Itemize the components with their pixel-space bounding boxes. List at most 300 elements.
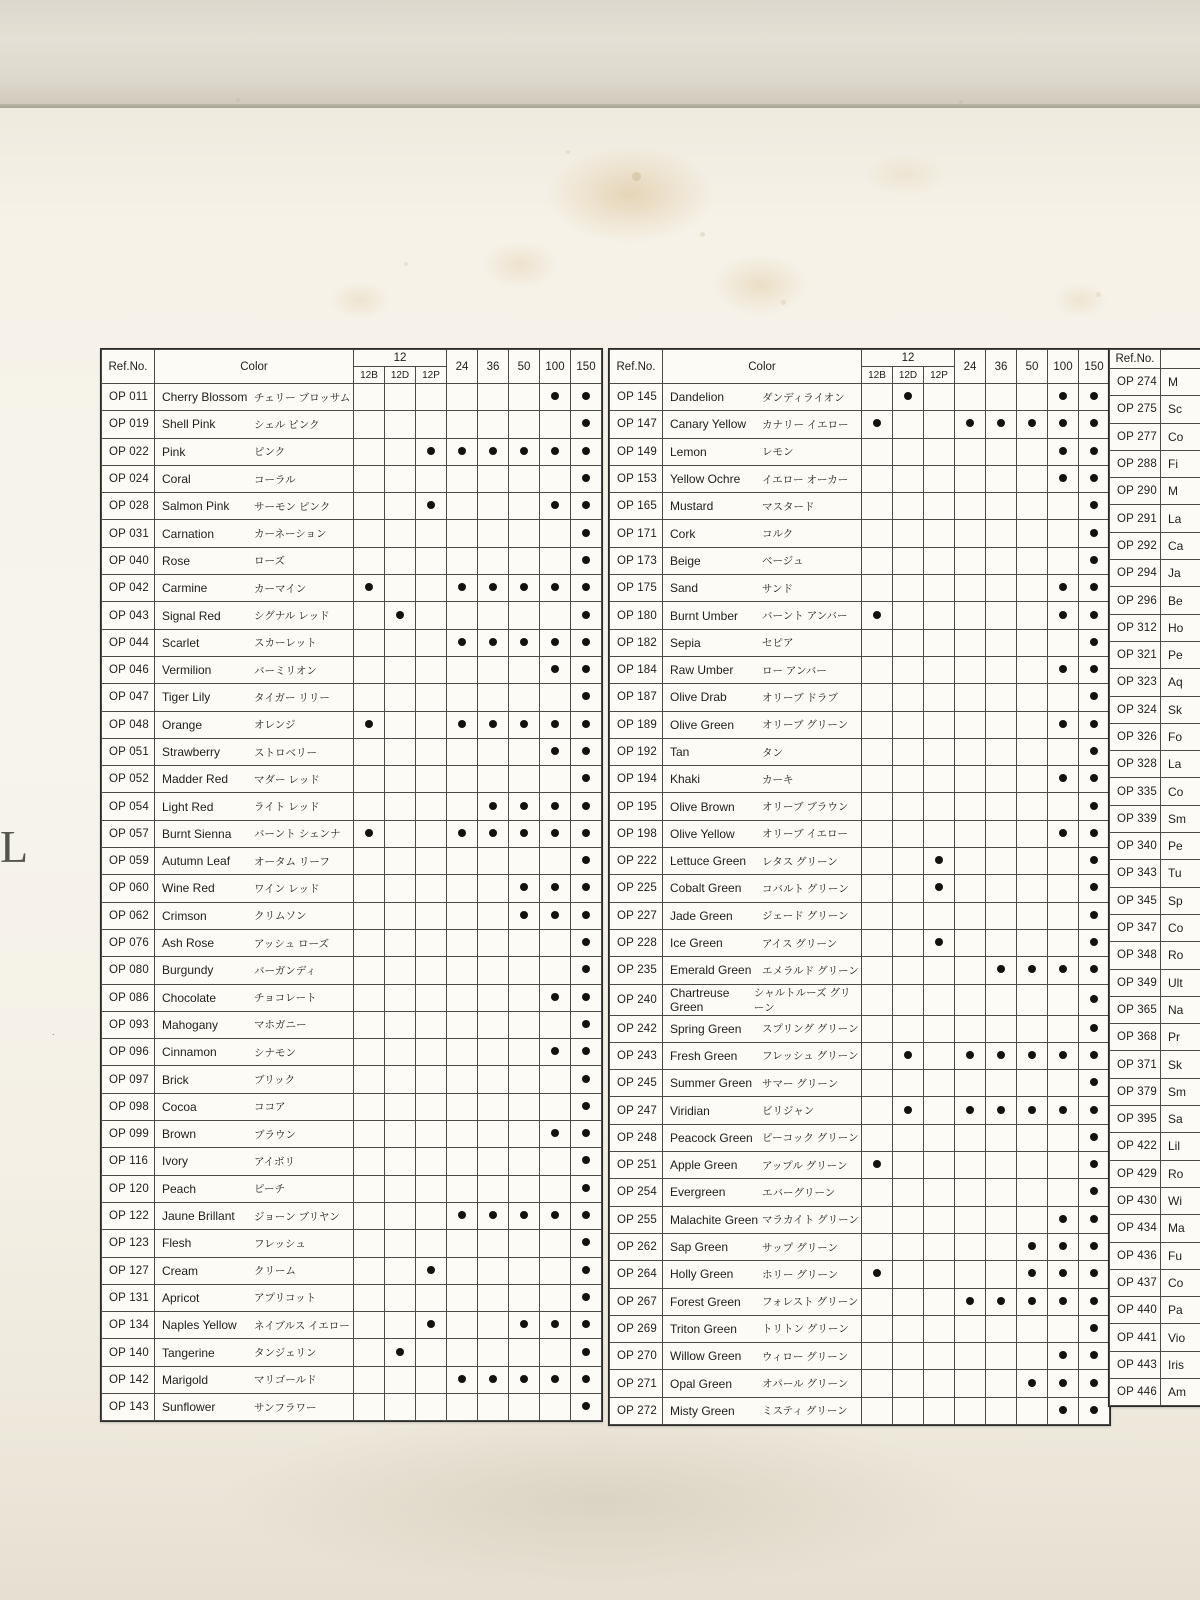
color-name-en: Signal Red (162, 608, 221, 623)
cell-availability-12B (354, 984, 385, 1011)
color-name-en: Ice Green (670, 936, 723, 951)
cell-availability-12D (385, 875, 416, 902)
column-header-group-12: 12 (862, 350, 955, 367)
cell-availability-36 (986, 602, 1017, 629)
cell-availability-24 (955, 1261, 986, 1288)
cell-availability-12B (354, 1312, 385, 1339)
cell-ref-no: OP 270 (610, 1343, 663, 1370)
availability-dot-icon (551, 501, 559, 509)
cell-availability-150 (1079, 547, 1110, 574)
cell-availability-12D (893, 656, 924, 683)
cell-ref-no: OP 059 (102, 848, 155, 875)
cell-availability-12B (354, 1148, 385, 1175)
table-row (610, 793, 1110, 820)
cell-availability-100 (540, 848, 571, 875)
cell-color-name (155, 738, 354, 765)
cell-availability-12B (862, 656, 893, 683)
cell-availability-12B (354, 575, 385, 602)
cell-ref-no: OP 245 (610, 1070, 663, 1097)
cell-availability-12D (893, 684, 924, 711)
cell-availability-150 (1079, 629, 1110, 656)
cell-availability-24 (447, 766, 478, 793)
availability-dot-icon (582, 474, 590, 482)
color-table-2 (609, 349, 1110, 1425)
cell-availability-100 (540, 820, 571, 847)
cell-availability-12P (924, 1097, 955, 1124)
color-name-jp: ロー アンバー (762, 664, 827, 677)
color-name-jp: コバルト グリーン (762, 882, 849, 895)
cell-color-name (155, 520, 354, 547)
cell-availability-36 (478, 1257, 509, 1284)
cell-color-name (155, 629, 354, 656)
column-header-color (1161, 350, 1200, 369)
table-row (610, 602, 1110, 629)
cell-availability-100 (1048, 1397, 1079, 1424)
cell-availability-12D (893, 1370, 924, 1397)
cell-availability-12D (385, 1339, 416, 1366)
table-row (1110, 669, 1200, 696)
cell-availability-50 (1017, 684, 1048, 711)
cell-availability-36 (478, 1093, 509, 1120)
availability-dot-icon (427, 447, 435, 455)
color-name-en: Cobalt Green (670, 881, 742, 896)
availability-dot-icon (1059, 474, 1067, 482)
cell-color-name (1161, 914, 1200, 941)
cell-availability-12D (385, 738, 416, 765)
availability-dot-icon (904, 392, 912, 400)
cell-ref-no: OP 120 (102, 1175, 155, 1202)
cell-availability-12P (924, 957, 955, 984)
cell-availability-24 (447, 1148, 478, 1175)
color-name-en: Rose (162, 553, 191, 568)
table-row (102, 902, 602, 929)
cell-color-name (663, 820, 862, 847)
table-row (1110, 1133, 1200, 1160)
cell-availability-36 (478, 875, 509, 902)
cell-availability-12P (416, 793, 447, 820)
cell-availability-24 (955, 1315, 986, 1342)
cell-availability-12B (354, 711, 385, 738)
cell-availability-36 (986, 957, 1017, 984)
availability-dot-icon (365, 720, 373, 728)
cell-availability-150 (571, 1039, 602, 1066)
table-row (102, 766, 602, 793)
availability-dot-icon (520, 447, 528, 455)
cell-availability-100 (540, 465, 571, 492)
table-row (1110, 1078, 1200, 1105)
color-name-en: Olive Yellow (670, 826, 735, 841)
cell-availability-24 (447, 1284, 478, 1311)
cell-availability-36 (986, 1124, 1017, 1151)
cell-availability-12D (893, 629, 924, 656)
color-name-en: Misty Green (670, 1403, 735, 1418)
cell-ref-no: OP 343 (1110, 860, 1161, 887)
cell-availability-100 (540, 575, 571, 602)
column-header-size-36: 36 (986, 350, 1017, 384)
cell-availability-24 (447, 848, 478, 875)
color-name-jp: ピンク (254, 446, 286, 459)
cell-availability-24 (955, 411, 986, 438)
cell-availability-100 (1048, 1179, 1079, 1206)
color-name-en: Cherry Blossom (162, 390, 248, 405)
availability-dot-icon (551, 392, 559, 400)
availability-dot-icon (551, 802, 559, 810)
color-name-en: Vermilion (162, 663, 212, 678)
cell-availability-24 (447, 520, 478, 547)
availability-dot-icon (1090, 747, 1098, 755)
color-name-jp: スカーレット (254, 637, 317, 650)
availability-dot-icon (582, 447, 590, 455)
cell-color-name (1161, 805, 1200, 832)
table-row (102, 1312, 602, 1339)
cell-availability-12B (862, 1206, 893, 1233)
color-name-en: Sp (1168, 893, 1183, 908)
cell-availability-36 (478, 766, 509, 793)
availability-dot-icon (1059, 1242, 1067, 1250)
cell-availability-12B (354, 1121, 385, 1148)
availability-dot-icon (1090, 1051, 1098, 1059)
cell-ref-no: OP 184 (610, 656, 663, 683)
color-name-en: Chocolate (162, 990, 217, 1005)
cell-availability-12B (862, 929, 893, 956)
cell-availability-50 (1017, 629, 1048, 656)
cell-availability-24 (447, 1230, 478, 1257)
color-chart-table-3-clipped (1108, 348, 1200, 1407)
table-row (610, 384, 1110, 411)
color-name-en: Be (1168, 593, 1183, 608)
cell-availability-12P (924, 848, 955, 875)
cell-availability-36 (478, 465, 509, 492)
availability-dot-icon (582, 1184, 590, 1192)
cell-availability-100 (540, 1175, 571, 1202)
availability-dot-icon (1090, 829, 1098, 837)
cell-availability-50 (509, 957, 540, 984)
cell-color-name (663, 711, 862, 738)
cell-availability-36 (986, 820, 1017, 847)
cell-availability-12D (893, 1015, 924, 1042)
cell-availability-12B (862, 1152, 893, 1179)
stray-speck-mark: . (52, 1027, 55, 1037)
cell-availability-50 (1017, 1397, 1048, 1424)
cell-ref-no: OP 248 (610, 1124, 663, 1151)
cell-availability-36 (986, 984, 1017, 1015)
cell-availability-50 (509, 438, 540, 465)
cell-color-name (155, 1284, 354, 1311)
color-name-en: Fu (1168, 1248, 1183, 1263)
color-name-jp: オリーブ グリーン (762, 719, 849, 732)
availability-dot-icon (582, 1320, 590, 1328)
cell-availability-12B (354, 384, 385, 411)
color-table-3 (1109, 349, 1200, 1406)
availability-dot-icon (520, 638, 528, 646)
cell-availability-50 (1017, 711, 1048, 738)
availability-dot-icon (966, 419, 974, 427)
cell-availability-12D (385, 547, 416, 574)
cell-availability-12P (416, 1284, 447, 1311)
cell-color-name (663, 1288, 862, 1315)
cell-ref-no: OP 440 (1110, 1297, 1161, 1324)
availability-dot-icon (1090, 1133, 1098, 1141)
cell-availability-12P (416, 1148, 447, 1175)
cell-availability-100 (540, 384, 571, 411)
table-row (610, 629, 1110, 656)
cell-ref-no: OP 046 (102, 656, 155, 683)
cell-availability-12P (924, 1397, 955, 1424)
color-name-en: Beige (670, 553, 701, 568)
color-name-en: Peacock Green (670, 1130, 753, 1145)
cell-availability-50 (509, 1175, 540, 1202)
table-row (610, 656, 1110, 683)
table-row (1110, 1378, 1200, 1405)
cell-availability-50 (1017, 738, 1048, 765)
table-row (102, 1393, 602, 1420)
cell-availability-12D (385, 929, 416, 956)
cell-availability-150 (1079, 602, 1110, 629)
cell-availability-12D (385, 848, 416, 875)
cell-availability-100 (1048, 902, 1079, 929)
cell-availability-24 (447, 902, 478, 929)
cell-availability-36 (986, 1206, 1017, 1233)
cell-ref-no: OP 430 (1110, 1187, 1161, 1214)
color-name-jp: タイガー リリー (254, 691, 330, 704)
color-name-en: Am (1168, 1385, 1186, 1400)
cell-ref-no: OP 340 (1110, 833, 1161, 860)
cell-availability-100 (1048, 1261, 1079, 1288)
color-name-jp: アプリコット (254, 1292, 317, 1305)
cell-color-name (663, 793, 862, 820)
cell-availability-150 (571, 384, 602, 411)
cell-ref-no: OP 371 (1110, 1051, 1161, 1078)
color-name-en: Canary Yellow (670, 417, 747, 432)
cell-ref-no: OP 269 (610, 1315, 663, 1342)
cell-availability-12B (862, 711, 893, 738)
cell-ref-no: OP 292 (1110, 532, 1161, 559)
cell-availability-50 (1017, 766, 1048, 793)
cell-availability-36 (986, 1097, 1017, 1124)
cell-availability-12P (416, 684, 447, 711)
table-row (102, 1093, 602, 1120)
cell-availability-12B (862, 547, 893, 574)
availability-dot-icon (1090, 911, 1098, 919)
color-name-en: Olive Brown (670, 799, 735, 814)
table-row (610, 684, 1110, 711)
table-row (610, 465, 1110, 492)
cell-availability-12B (354, 1230, 385, 1257)
cell-availability-150 (571, 438, 602, 465)
cell-availability-36 (986, 848, 1017, 875)
cell-availability-36 (478, 957, 509, 984)
availability-dot-icon (551, 583, 559, 591)
availability-dot-icon (582, 583, 590, 591)
cell-color-name (155, 1148, 354, 1175)
color-name-en: Sm (1168, 811, 1186, 826)
cell-availability-12B (862, 1233, 893, 1260)
cell-availability-12D (893, 1206, 924, 1233)
cell-availability-12D (893, 929, 924, 956)
cell-availability-12D (385, 1011, 416, 1038)
color-name-jp: ローズ (254, 555, 285, 568)
cell-availability-12P (924, 629, 955, 656)
cell-availability-12P (924, 684, 955, 711)
availability-dot-icon (1059, 965, 1067, 973)
cell-color-name (663, 1070, 862, 1097)
color-name-jp: クリーム (254, 1265, 296, 1278)
cell-availability-12D (893, 1261, 924, 1288)
cell-availability-24 (955, 1015, 986, 1042)
cell-availability-150 (571, 793, 602, 820)
color-name-jp: ライト レッド (254, 801, 320, 814)
cell-availability-100 (1048, 656, 1079, 683)
cell-availability-150 (1079, 1152, 1110, 1179)
cell-availability-36 (478, 1121, 509, 1148)
color-name-jp: ダンディライオン (762, 391, 845, 404)
availability-dot-icon (427, 1266, 435, 1274)
cell-availability-36 (986, 656, 1017, 683)
cell-ref-no: OP 022 (102, 438, 155, 465)
cell-availability-12D (385, 766, 416, 793)
cell-availability-12D (385, 957, 416, 984)
table-row (102, 575, 602, 602)
availability-dot-icon (551, 911, 559, 919)
cell-color-name (155, 1393, 354, 1420)
availability-dot-icon (997, 1051, 1005, 1059)
availability-dot-icon (582, 747, 590, 755)
cell-ref-no: OP 019 (102, 411, 155, 438)
color-name-en: Cocoa (162, 1099, 197, 1114)
cell-availability-100 (540, 1093, 571, 1120)
cell-color-name (1161, 505, 1200, 532)
table-row (1110, 723, 1200, 750)
color-name-jp: タン (762, 746, 783, 759)
cell-availability-100 (1048, 684, 1079, 711)
table-row (1110, 969, 1200, 996)
color-name-en: Pa (1168, 1303, 1183, 1318)
color-name-en: Lemon (670, 444, 707, 459)
color-name-en: Olive Green (670, 717, 735, 732)
cell-availability-50 (509, 547, 540, 574)
cell-availability-150 (571, 411, 602, 438)
cell-availability-12D (893, 1152, 924, 1179)
cell-availability-12B (354, 957, 385, 984)
cell-availability-12P (416, 629, 447, 656)
cell-availability-24 (447, 411, 478, 438)
cell-color-name (663, 1206, 862, 1233)
cell-availability-12D (385, 602, 416, 629)
cell-availability-50 (1017, 1288, 1048, 1315)
table-row (610, 1370, 1110, 1397)
color-name-jp: ブラウン (254, 1128, 296, 1141)
cell-availability-24 (955, 766, 986, 793)
availability-dot-icon (1059, 774, 1067, 782)
color-name-jp: サーモン ピンク (254, 500, 331, 513)
color-name-en: Wi (1168, 1194, 1182, 1209)
column-header-size-12B: 12B (354, 367, 385, 384)
cell-color-name (663, 465, 862, 492)
cell-availability-12P (924, 1042, 955, 1069)
cell-availability-50 (1017, 957, 1048, 984)
cell-availability-150 (1079, 1179, 1110, 1206)
cell-availability-150 (571, 1230, 602, 1257)
color-name-en: Pe (1168, 648, 1183, 663)
cell-availability-12D (893, 711, 924, 738)
cell-color-name (155, 1093, 354, 1120)
color-name-en: Cinnamon (162, 1045, 217, 1060)
table-row (1110, 1160, 1200, 1187)
color-name-en: M (1168, 375, 1178, 390)
color-name-jp: シェル ピンク (254, 418, 320, 431)
table-row (1110, 860, 1200, 887)
cell-availability-24 (447, 465, 478, 492)
availability-dot-icon (1059, 1051, 1067, 1059)
cell-availability-12B (354, 1039, 385, 1066)
cell-ref-no: OP 123 (102, 1230, 155, 1257)
cell-color-name (663, 1152, 862, 1179)
table-row (610, 1288, 1110, 1315)
cell-availability-100 (1048, 1097, 1079, 1124)
cell-availability-24 (955, 575, 986, 602)
cell-availability-36 (986, 520, 1017, 547)
cell-availability-36 (478, 493, 509, 520)
cell-availability-24 (447, 738, 478, 765)
cell-color-name (1161, 1215, 1200, 1242)
color-name-en: Ca (1168, 538, 1184, 553)
cell-availability-12P (416, 766, 447, 793)
cell-availability-24 (447, 1011, 478, 1038)
table-row (610, 957, 1110, 984)
cell-availability-12D (893, 793, 924, 820)
color-name-en: Lil (1168, 1139, 1181, 1154)
cell-availability-12B (862, 1261, 893, 1288)
cell-ref-no: OP 140 (102, 1339, 155, 1366)
cell-availability-150 (571, 1202, 602, 1229)
cell-availability-24 (955, 684, 986, 711)
table-row (1110, 1106, 1200, 1133)
table-row (102, 1284, 602, 1311)
color-name-jp: ミスティ グリーン (762, 1405, 848, 1418)
cell-availability-36 (478, 1148, 509, 1175)
availability-dot-icon (1059, 583, 1067, 591)
color-name-jp: ワイン レッド (254, 882, 320, 895)
availability-dot-icon (551, 1320, 559, 1328)
color-name-en: Khaki (670, 772, 701, 787)
table-row (102, 1202, 602, 1229)
column-header-color: Color (663, 350, 862, 384)
color-name-en: Fresh Green (670, 1048, 738, 1063)
availability-dot-icon (1090, 583, 1098, 591)
color-name-en: Chartreuse Green (670, 985, 730, 1014)
color-name-jp: シナモン (254, 1046, 296, 1059)
cell-availability-12P (924, 902, 955, 929)
table-row (102, 1039, 602, 1066)
cell-availability-12P (924, 738, 955, 765)
cell-availability-24 (955, 820, 986, 847)
cell-availability-100 (1048, 793, 1079, 820)
color-name-jp: レモン (762, 446, 794, 459)
availability-dot-icon (365, 583, 373, 591)
table-row (102, 602, 602, 629)
cell-availability-50 (509, 520, 540, 547)
table-row (102, 1121, 602, 1148)
cell-color-name (663, 684, 862, 711)
cell-availability-100 (1048, 411, 1079, 438)
cell-availability-12B (862, 629, 893, 656)
cell-availability-150 (1079, 875, 1110, 902)
cell-availability-36 (478, 384, 509, 411)
cell-availability-50 (509, 1121, 540, 1148)
cell-availability-150 (571, 902, 602, 929)
cell-ref-no: OP 142 (102, 1366, 155, 1393)
cell-availability-100 (1048, 1206, 1079, 1233)
